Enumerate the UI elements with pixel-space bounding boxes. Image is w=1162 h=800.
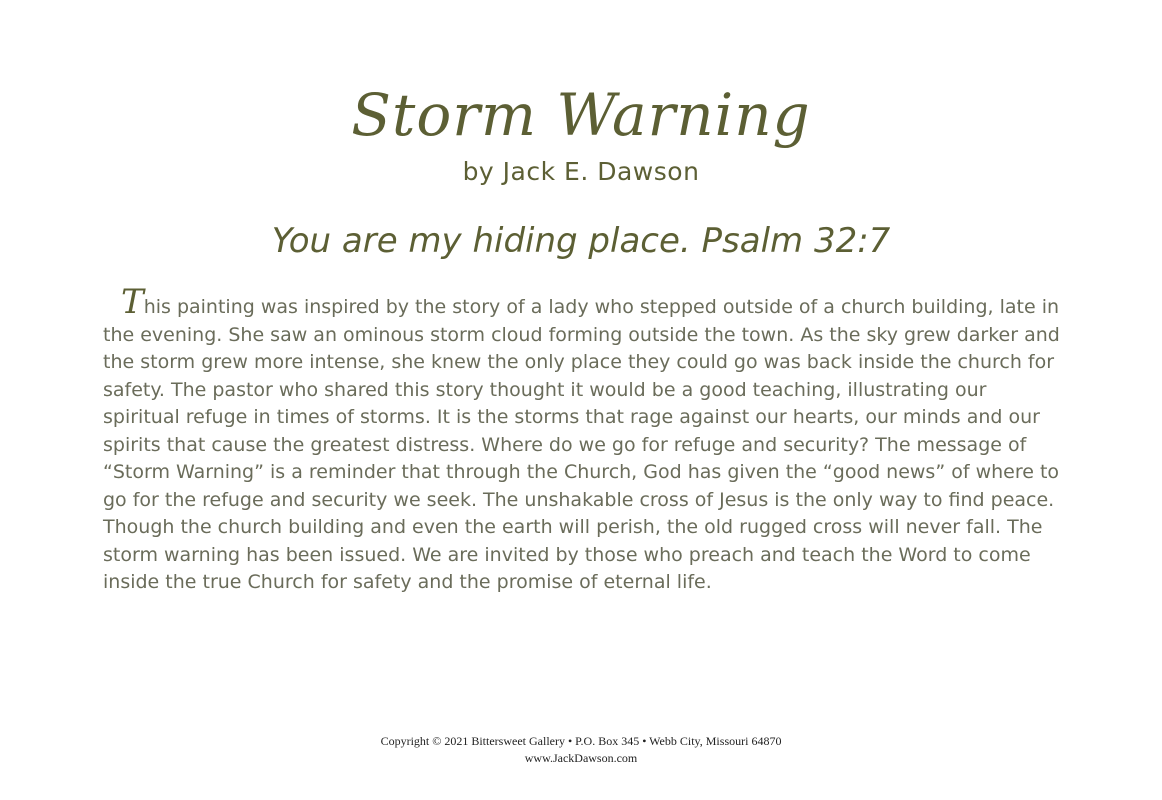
decorative-initial: T	[121, 282, 144, 322]
author-byline: by Jack E. Dawson	[462, 157, 700, 186]
copyright-footer: Copyright © 2021 Bittersweet Gallery • P.O. Box 345 • Webb City, Missouri 64870	[380, 734, 782, 748]
website-url: www.JackDawson.com	[524, 751, 638, 765]
description-text: his painting was inspired by the story of a lady who stepped outside of a church building, late in the evening. She saw an ominous storm cloud forming outside the town. As the sky grew darker and the storm grew more intense, she knew the only place they could go was back inside the church for safety. The pastor who shared this story thought it would be a good teaching, illustrating our spiritual refuge in times of storms. It is the storms that rage against our hearts, our minds and our spirits that cause the greatest distress. Where do we go for refuge and security? The message of “Storm Warning” is a reminder that through the Church, God has given the “good news” of where to go for the refuge and security we seek. The unshakable cross of Jesus is the only way to find peace. Though the church building and even the earth will perish, the old rugged cross will never fall. The storm warning has been issued. We are invited by those who preach and teach the Word to come inside the true Church for safety and the promise of eternal life.	[103, 296, 1060, 593]
document-title: Storm Warning	[351, 81, 811, 149]
description-paragraph	[103, 282, 1063, 597]
scripture-verse: You are my hiding place. Psalm 32:7	[271, 221, 891, 261]
